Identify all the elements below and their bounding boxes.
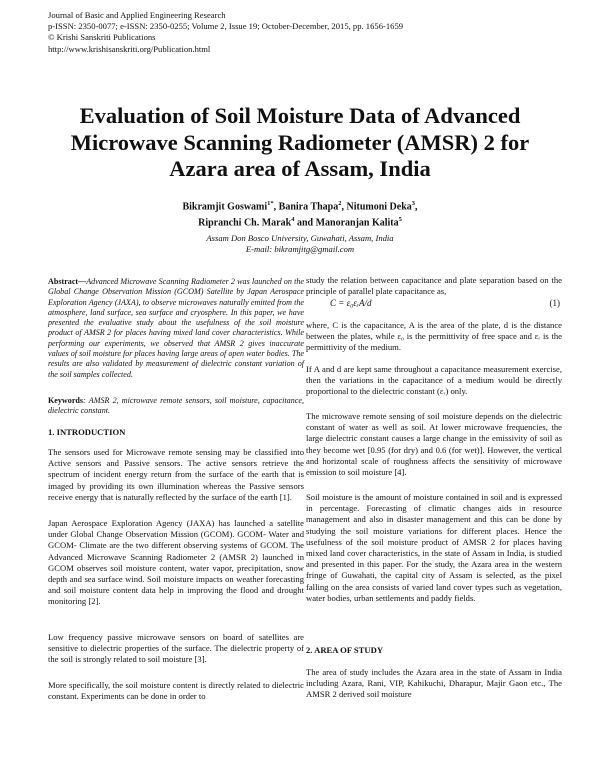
journal-header (48, 10, 403, 55)
paragraph-text: Japan Aerospace Exploration Agency (JAXA) has launched a satellite under Global Change Observation Mission (GCOM). GCOM- Water and GCOM- Climate are the two different observing systems of GCOM. The Advanced Microwave Scanning Radiometer 2 (AMSR 2) launched in GCOM observes soil moisture content, water vapor, precipitation, snow depth and sea surface wind. Soil moisture impacts on weather forecasting and soil moisture content data help in improving the flood and drought monitoring [2]. (48, 518, 304, 607)
right-paragraph-3 (306, 364, 562, 398)
title-line-1: Evaluation of Soil Moisture Data of Advanced (79, 103, 521, 128)
paragraph-text: The microwave remote sensing of soil moisture depends on the dielectric constant of water as well as soil. At lower microwave frequencies, the large dielectric constant causes a large change in the emissivity of soil as they become wet [0.95 (for dry) and 0.6 (for wet)]. However, the vertical and horizontal scale of roughness affects the sensitivity of microwave emission to soil moisture [4]. (306, 411, 562, 478)
abstract-text: Advanced Microwave Scanning Radiometer 2 was launched on the Global Change Observation Mission (GCOM) Satellite by Japan Aerospace Exploration Agency (JAXA), to observe microwaves naturally emitted from the atmosphere, land surface, sea surface and cryosphere. In this paper, we have presented the evaluative study about the usefulness of the soil moisture product of AMSR 2 for places having mixed land cover characteristics. While performing our experiments, we observed that AMSR 2 gives inaccurate values of soil moisture for places having large areas of open water bodies. The results are also validated by measurement of dielectric constant variation of the soil samples collected. (48, 277, 304, 379)
author-2: Banira Thapa (278, 201, 339, 213)
section-heading-introduction: 1. INTRODUCTION (48, 427, 126, 437)
author-4-affil: 4 (291, 215, 295, 223)
intro-paragraph-2 (48, 518, 304, 608)
abstract-label: Abstract— (48, 277, 87, 286)
author-separator: and (294, 217, 316, 229)
keywords-label: Keywords (48, 396, 84, 405)
author-2-affil: 2 (338, 200, 342, 207)
right-paragraph-2 (306, 320, 562, 354)
institution: Assam Don Bosco University, Guwahati, Assam, India (206, 233, 394, 243)
author-5-affil: 5 (398, 215, 402, 223)
paper-title (30, 103, 570, 183)
paragraph-text: Low frequency passive microwave sensors on board of satellites are sensitive to dielectric properties of the surface. The dielectric property of the soil is strongly related to soil moisture [3]. (48, 632, 304, 665)
right-paragraph-4 (306, 411, 562, 478)
area-paragraph-1 (306, 667, 562, 701)
author-4: Ripranchi Ch. Marak (198, 217, 292, 229)
author-3: Nitumoni Deka (346, 201, 412, 213)
intro-paragraph-1 (48, 447, 304, 503)
author-separator: , (415, 201, 418, 213)
author-3-affil: 3 (411, 200, 416, 207)
author-list (60, 198, 540, 230)
journal-url[interactable]: http://www.krishisanskriti.org/Publication.html (48, 43, 211, 54)
paragraph-text: where, C is the capacitance, A is the area of the plate, d is the distance between the plates, while ε₀ is the permittivity of free space and εᵣ is the permittivity of the medium. (306, 320, 562, 353)
paragraph-text: study the relation between capacitance and plate separation based on the principle of parallel plate capacitance as, (306, 275, 562, 297)
keywords (48, 396, 304, 417)
paragraph-text: More specifically, the soil moisture content is directly related to dielectric constant. Experiments can be done in order to (48, 680, 304, 702)
paragraph-text: Soil moisture is the amount of moisture contained in soil and is expressed in percentage. Forecasting of climatic changes aids in resource management and also in disaster management and this can be done by studying the soil moisture variations for different places. Hence the usefulness of the soil moisture product of AMSR 2 for places having mixed land cover characteristics, in the state of Assam in India, is studied and presented in this paper. For the study, the Azara area in the western fringe of Guwahati, the capital city of Assam is selected, as the pixel falling on the area consists of varied land cover types such as vegetation, water bodies, urban settlements and paddy fields. (306, 492, 562, 603)
author-1-affil: 1* (267, 200, 274, 207)
equation-formula: C = ε₀εᵣA/d (330, 298, 372, 308)
affiliation (60, 233, 540, 255)
paragraph-text: The area of study includes the Azara area in the state of Assam in India including Azara, Rani, VIP, Kahikuchi, Dharapur, Majir Gaon etc., The AMSR 2 derived soil moisture (306, 667, 562, 700)
journal-name: Journal of Basic and Applied Engineering Research (48, 10, 226, 20)
abstract (48, 277, 304, 380)
email[interactable]: E-mail: bikramjitg@gmail.com (245, 244, 355, 254)
right-paragraph-1 (306, 275, 562, 297)
intro-paragraph-3 (48, 632, 304, 666)
intro-paragraph-4 (48, 680, 304, 702)
title-line-3: Azara area of Assam, India (169, 156, 431, 181)
author-separator: , (341, 201, 347, 213)
paragraph-text: The sensors used for Microwave remote sensing may be classified into Active sensors and Passive sensors. The active sensors retrieve the spectrum of incident energy return from the surface of the earth that is imaged by providing its own illumination whereas the Passive sensors receive energy that is naturally reflected by the surface of the earth [1]. (48, 447, 304, 502)
paragraph-text: If A and d are kept same throughout a capacitance measurement exercise, then the variations in the capacitance of a medium would be directly proportional to the dielectric constant (εᵣ) only. (306, 364, 562, 397)
author-separator: , (273, 201, 279, 213)
section-heading-area-of-study: 2. AREA OF STUDY (306, 645, 384, 655)
keywords-text: : AMSR 2, microwave remote sensors, soil moisture, capacitance, dielectric constant. (48, 396, 304, 416)
author-5: Manoranjan Kalita (315, 217, 399, 229)
journal-issn: p-ISSN: 2350-0077; e-ISSN: 2350-0255; Volume 2, Issue 19; October-December, 2015, pp. 1656-1659 (48, 21, 404, 32)
right-paragraph-5 (306, 492, 562, 604)
author-1: Bikramjit Goswami (182, 201, 268, 213)
journal-publisher: © Krishi Sanskriti Publications (48, 32, 156, 43)
title-line-2: Microwave Scanning Radiometer (AMSR) 2 for (70, 129, 530, 155)
equation-number: (1) (549, 298, 560, 308)
